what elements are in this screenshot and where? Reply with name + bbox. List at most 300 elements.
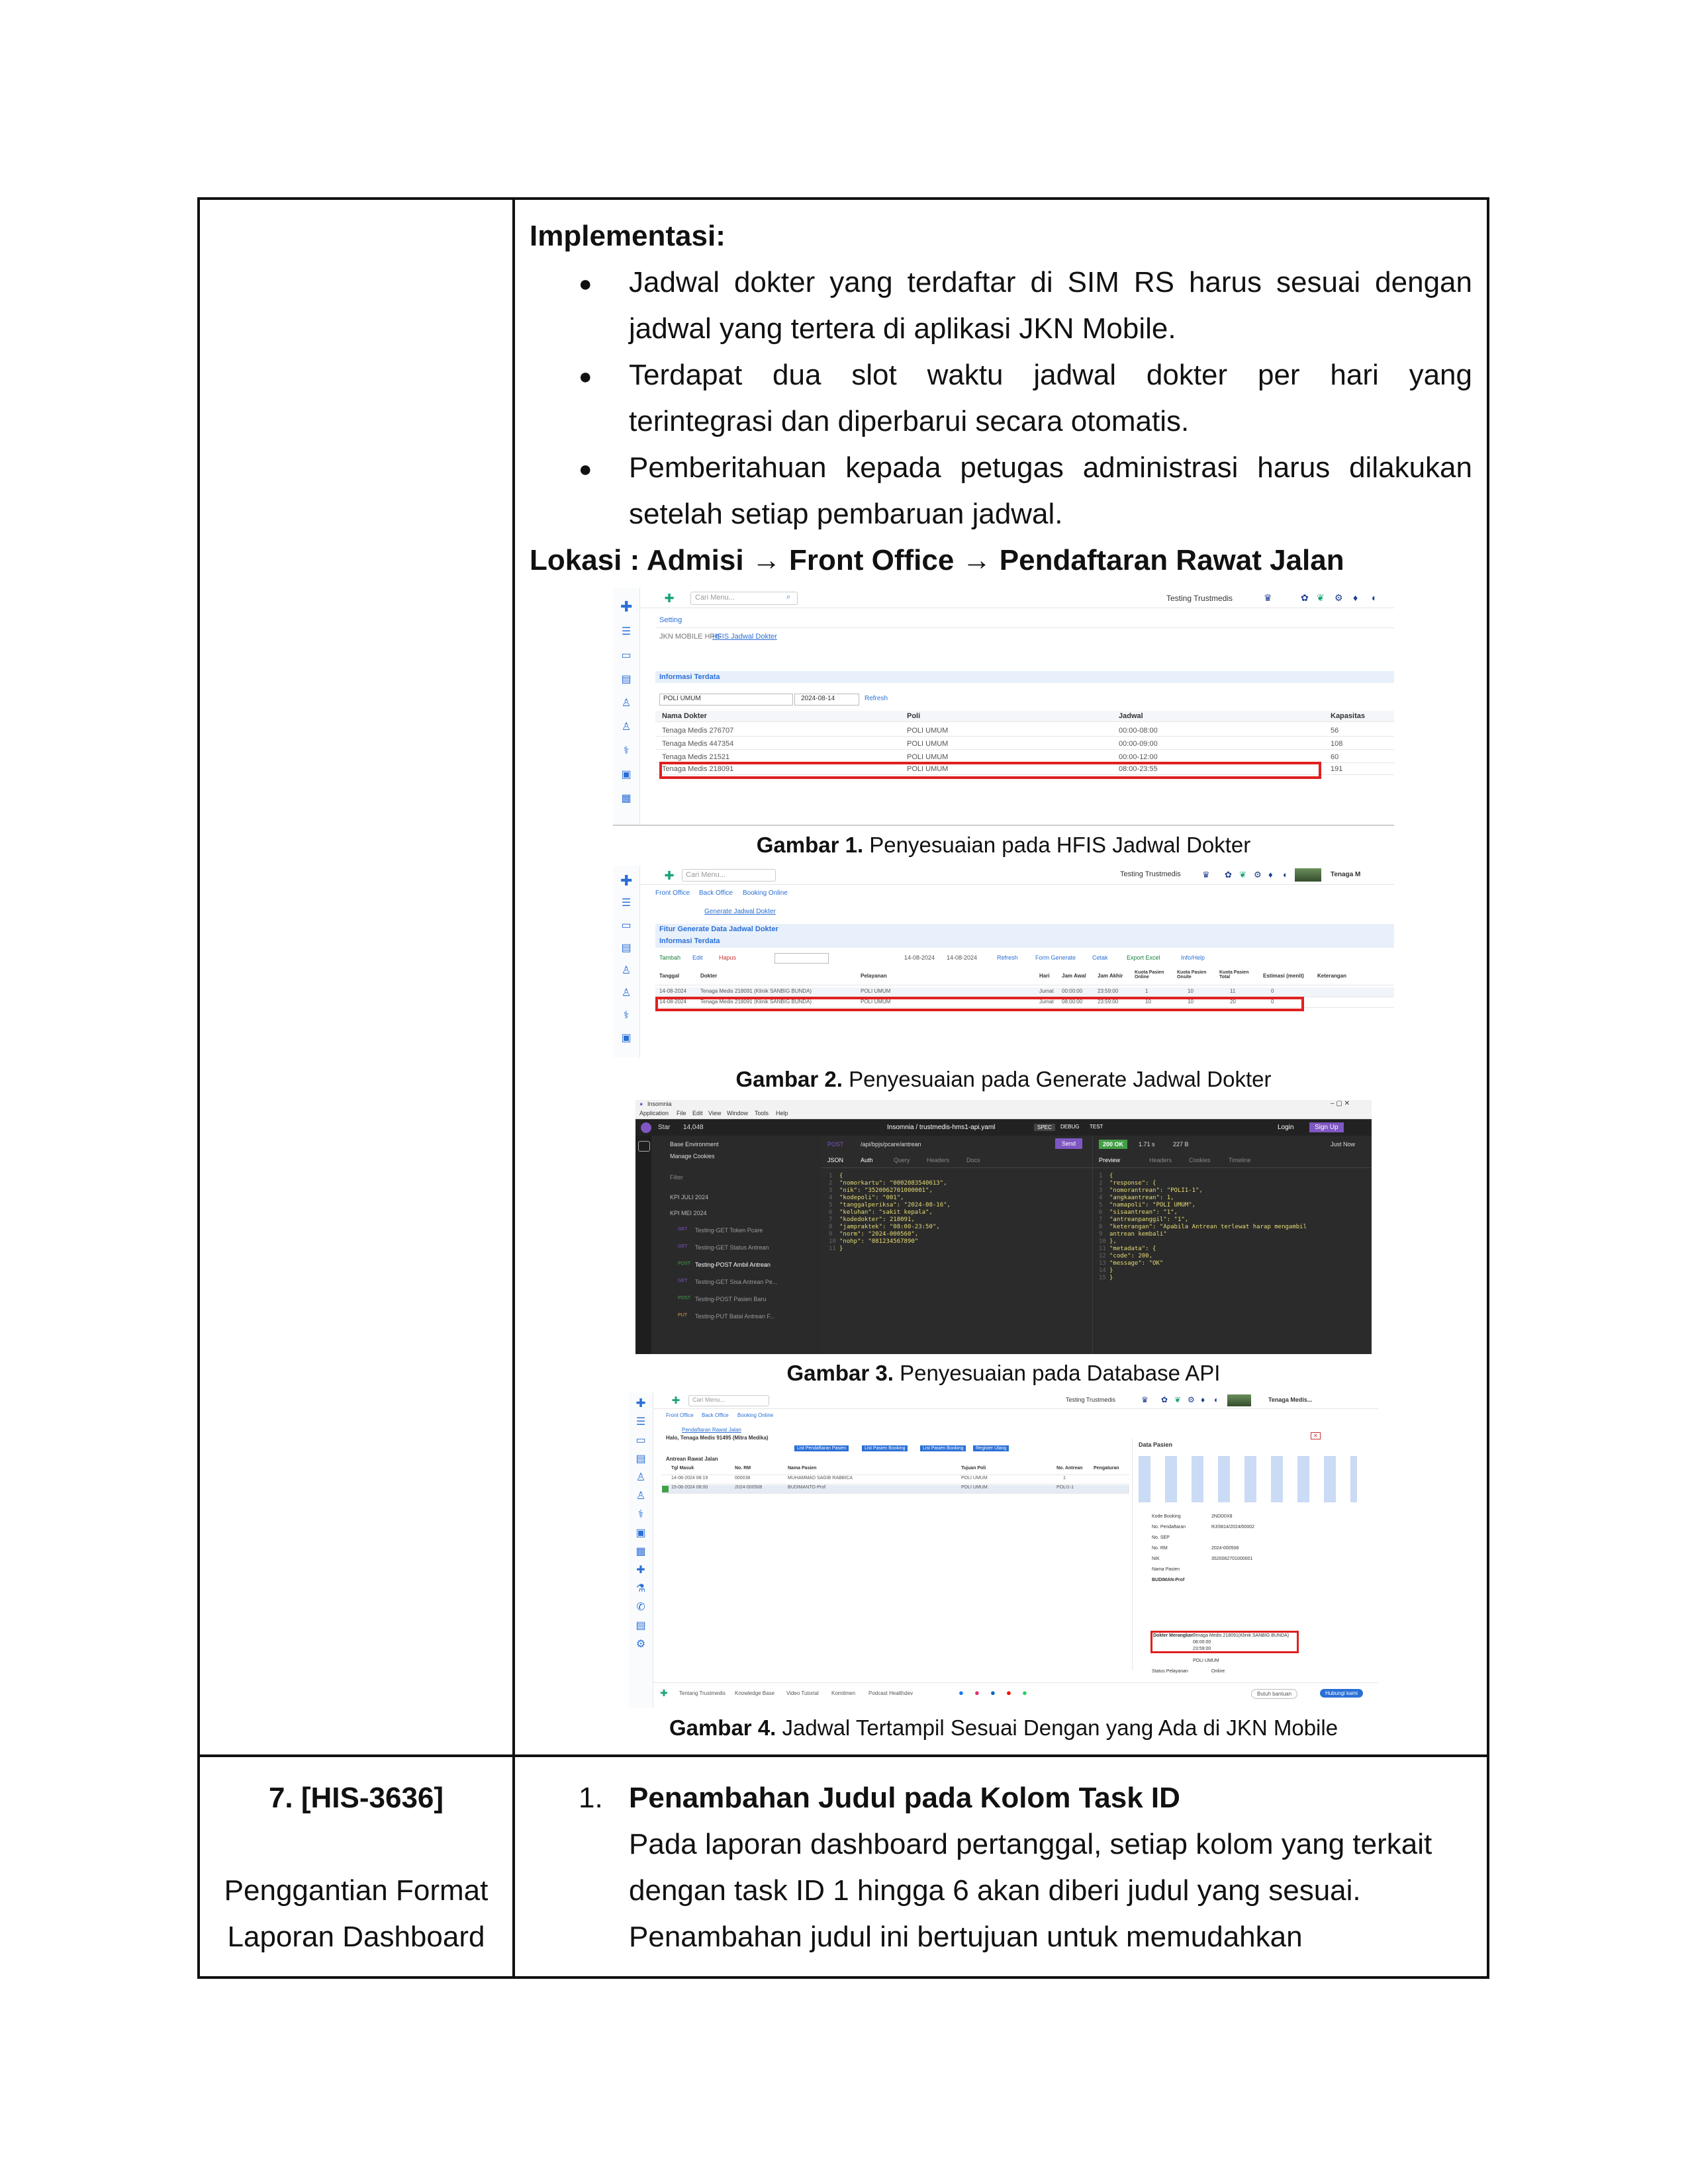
- table-row[interactable]: [655, 987, 1394, 997]
- cell: 14-08-2024: [659, 988, 686, 994]
- tab-test[interactable]: TEST: [1090, 1124, 1103, 1130]
- contact-button[interactable]: Hubungi kami: [1320, 1689, 1363, 1698]
- menu-icon[interactable]: ☰: [635, 1416, 646, 1428]
- search-placeholder: Cari Menu...: [686, 871, 726, 879]
- cell: 191: [1331, 765, 1343, 773]
- cell: BUDIMANTO-Prof: [788, 1485, 826, 1490]
- help-icon[interactable]: ◐: [1372, 592, 1378, 603]
- list-registration-button[interactable]: List Pendaftaran Pasien: [794, 1445, 849, 1451]
- filter-input[interactable]: Filter: [670, 1174, 683, 1181]
- gear-icon[interactable]: ⚙: [1188, 1395, 1195, 1404]
- bell-icon[interactable]: ♦: [1353, 592, 1358, 603]
- field-value: 2024-000508: [1211, 1546, 1239, 1551]
- menu-item[interactable]: Window: [727, 1110, 749, 1116]
- cell: 0: [1271, 988, 1274, 994]
- highlight-box: [659, 762, 1321, 779]
- print-button[interactable]: Cetak: [1092, 954, 1108, 961]
- crown-icon[interactable]: ♛: [1264, 592, 1272, 603]
- breadcrumb-setting[interactable]: Setting: [659, 616, 682, 624]
- cell: Jumat: [1039, 999, 1054, 1005]
- cell: 00:00-12:00: [1119, 753, 1158, 761]
- doctor-value: Tenaga Medis 218091(Klinik SANBIG BUNDA): [1193, 1633, 1289, 1638]
- line-number: 15: [1099, 1275, 1106, 1281]
- crown-icon[interactable]: ♛: [1202, 870, 1210, 880]
- method-badge: GET: [678, 1279, 688, 1283]
- cell: 60: [1331, 753, 1339, 761]
- cell: 000038: [735, 1476, 751, 1480]
- url-input[interactable]: /api/bpjs/pcare/antrean: [861, 1141, 921, 1148]
- cell: POLI UMUM: [907, 727, 949, 735]
- method-badge: POST: [678, 1261, 691, 1266]
- search-icon[interactable]: ⌕: [786, 593, 791, 601]
- code-line: antrean kembali": [1109, 1231, 1167, 1238]
- menu-booking-online[interactable]: Booking Online: [743, 889, 788, 897]
- column-header: Nama Dokter: [662, 712, 707, 720]
- re-register-button[interactable]: Register Ulang: [973, 1445, 1009, 1451]
- money-icon[interactable]: ▣: [621, 769, 632, 780]
- response-pane: [1092, 1136, 1372, 1354]
- ticket-id: 7. [HIS-3636]: [268, 1782, 444, 1814]
- caption-label: Gambar 4.: [669, 1715, 776, 1740]
- line-number: 4: [829, 1195, 833, 1201]
- status-badge: 200 OK: [1099, 1140, 1127, 1149]
- gear-icon[interactable]: ⚙: [1254, 870, 1262, 880]
- monitor-icon[interactable]: ▭: [621, 920, 632, 931]
- line-number: 4: [1099, 1195, 1103, 1201]
- section-title: Informasi Terdata: [659, 673, 720, 681]
- menu-booking-online[interactable]: Booking Online: [737, 1412, 774, 1418]
- field-label: NIK: [1152, 1557, 1160, 1561]
- user-name: Tenaga M: [1331, 871, 1361, 878]
- monitor-icon[interactable]: ▭: [635, 1435, 646, 1446]
- footer-link[interactable]: Podcast Healthdev: [868, 1690, 914, 1696]
- section-subtitle: Informasi Terdata: [659, 937, 720, 945]
- cell: POLI1-1: [1056, 1485, 1074, 1490]
- screenshot-generate-jadwal: [613, 866, 1394, 1058]
- request-pane: [821, 1136, 1092, 1354]
- column-header: Kuota Pasien Onsite: [1177, 970, 1207, 979]
- table-row[interactable]: [655, 739, 1394, 750]
- stethoscope-icon[interactable]: ⚕: [637, 1509, 644, 1520]
- column-header: Nama Pasien: [788, 1466, 817, 1471]
- code-line: "namapoli": "POLI UMUM",: [1109, 1202, 1196, 1208]
- queue-table: [662, 1465, 1129, 1664]
- users-icon[interactable]: ♙: [621, 987, 632, 999]
- tab-spec[interactable]: SPEC: [1034, 1124, 1055, 1131]
- menu-icon[interactable]: ☰: [621, 626, 632, 637]
- field-label: Nama Pasien: [1152, 1567, 1180, 1572]
- line-number: 6: [829, 1209, 833, 1216]
- brand-cross-icon: ✚: [660, 1688, 668, 1698]
- booking-list-button[interactable]: List Pasien Booking: [862, 1445, 908, 1451]
- status-label: Status Pelayanan: [1152, 1669, 1188, 1674]
- column-header: Tanggal: [659, 973, 680, 979]
- divider: [1092, 1167, 1372, 1168]
- document-icon[interactable]: ▤: [635, 1620, 646, 1631]
- figure-caption-4: [613, 1715, 1394, 1741]
- menu-item[interactable]: Help: [776, 1110, 788, 1116]
- card-icon[interactable]: ▤: [621, 674, 632, 685]
- method-badge: GET: [678, 1244, 688, 1249]
- caption-label: Gambar 3.: [786, 1361, 894, 1385]
- status-indicator: [662, 1486, 669, 1492]
- menu-item[interactable]: Tools: [755, 1110, 769, 1116]
- filter-select[interactable]: [774, 953, 829, 964]
- add-button[interactable]: Tambah: [659, 954, 681, 961]
- signup-button[interactable]: Sign Up: [1309, 1122, 1344, 1132]
- bell-icon[interactable]: ♦: [1201, 1395, 1205, 1404]
- divider: [655, 627, 1394, 628]
- code-line: {: [839, 1173, 843, 1179]
- line-number: 3: [829, 1187, 833, 1194]
- list-title: Antrean Rawat Jalan: [666, 1456, 718, 1462]
- column-divider: [512, 200, 515, 1976]
- monitor-icon[interactable]: ▭: [621, 650, 632, 661]
- highlight-box: [655, 997, 1304, 1011]
- leaf-icon[interactable]: ❦: [1174, 1395, 1182, 1404]
- cross-icon[interactable]: ✚: [636, 1565, 645, 1576]
- column-header: No. Antrean: [1056, 1466, 1083, 1471]
- field-value: 3520062701000001: [1211, 1557, 1253, 1561]
- section-title: Fitur Generate Data Jadwal Dokter: [659, 925, 778, 933]
- breadcrumb-active[interactable]: HFIS Jadwal Dokter: [712, 633, 777, 641]
- menu-back-office[interactable]: Back Office: [699, 889, 733, 897]
- column-header: Dokter: [700, 973, 718, 979]
- bullet-marker: ●: [579, 271, 592, 296]
- start-time: 08:00:00: [1193, 1640, 1211, 1645]
- manage-cookies-button[interactable]: Manage Cookies: [670, 1153, 715, 1160]
- gear-icon[interactable]: ⚙: [1335, 592, 1343, 603]
- caption-text: Penyesuaian pada HFIS Jadwal Dokter: [863, 833, 1251, 857]
- cell: MUHAMMAD SAGIB RABBICA: [788, 1476, 853, 1480]
- bullet-1-line-2: jadwal yang tertera di aplikasi JKN Mobile.: [629, 312, 1176, 345]
- line-number: 7: [1099, 1216, 1103, 1223]
- location-path: Lokasi : Admisi → Front Office → Pendaftaran Rawat Jalan: [530, 544, 1344, 576]
- cell: Tenaga Medis 218091 (Klinik SANBIG BUNDA): [700, 988, 812, 994]
- facebook-icon[interactable]: ●: [959, 1688, 964, 1698]
- instagram-icon[interactable]: ●: [974, 1688, 980, 1698]
- user-icon[interactable]: ♙: [621, 965, 632, 976]
- screenshot-pendaftaran-rawat-jalan: [629, 1392, 1378, 1707]
- activity-bar: [635, 1136, 651, 1354]
- code-line: "angkaantrean": 1,: [1109, 1195, 1174, 1201]
- folder-item[interactable]: KPI MEI 2024: [670, 1210, 707, 1216]
- lab-icon[interactable]: ⚗: [635, 1583, 646, 1594]
- column-header: Poli: [907, 712, 921, 720]
- action-buttons[interactable]: [1139, 1456, 1357, 1502]
- avatar[interactable]: [1295, 868, 1321, 882]
- code-line: "tanggalperiksa": "2024-08-16",: [839, 1202, 951, 1208]
- footer-link[interactable]: Knowledge Base: [735, 1690, 775, 1696]
- line-number: 12: [1099, 1253, 1106, 1259]
- line-number: 8: [1099, 1224, 1103, 1230]
- code-line: "antreanpanggil": "1",: [1109, 1216, 1189, 1223]
- cell: POLI UMUM: [861, 988, 891, 994]
- brand-cross-icon: ✚: [664, 592, 675, 605]
- code-line: }: [1109, 1275, 1113, 1281]
- code-line: "keterangan": "Apabila Antrean terlewat harap mengambil: [1109, 1224, 1307, 1230]
- bullet-marker: ●: [579, 364, 592, 389]
- tab-docs[interactable]: Docs: [966, 1157, 980, 1163]
- users-icon[interactable]: ♙: [621, 721, 632, 733]
- phone-icon[interactable]: ✆: [636, 1602, 645, 1613]
- cell: 14-08-2024: [659, 999, 686, 1005]
- cell: 08:00:00: [1062, 999, 1083, 1005]
- avatar[interactable]: [1227, 1394, 1251, 1406]
- code-line: "code": 200,: [1109, 1253, 1153, 1259]
- line-number: 5: [1099, 1202, 1103, 1208]
- tab-debug[interactable]: DEBUG: [1060, 1124, 1080, 1130]
- screenshot-hfis-jadwal-dokter: [613, 588, 1394, 826]
- menu-item[interactable]: Edit: [692, 1110, 703, 1116]
- cell: Tenaga Medis 276707: [662, 727, 734, 735]
- cell: Tenaga Medis 218091: [662, 765, 734, 773]
- line-number: 3: [1099, 1187, 1103, 1194]
- sidebar: [613, 866, 640, 1058]
- cell: 10: [1145, 999, 1151, 1005]
- star-count: 14,048: [683, 1124, 704, 1131]
- table-header: [655, 711, 1394, 722]
- form-generate-button[interactable]: Form Generate: [1035, 954, 1076, 961]
- line-number: 2: [829, 1180, 833, 1187]
- code-line: "sisaantrean": "1",: [1109, 1209, 1178, 1216]
- user-icon[interactable]: ♙: [635, 1472, 646, 1483]
- tab-query[interactable]: Query: [894, 1157, 910, 1163]
- poli-select-value: POLI UMUM: [663, 695, 701, 702]
- cell: Jumat: [1039, 988, 1054, 994]
- card-icon[interactable]: ▤: [635, 1453, 646, 1465]
- code-line: "message": "OK": [1109, 1260, 1164, 1267]
- refresh-button[interactable]: Refresh: [997, 954, 1018, 961]
- help-button[interactable]: Butuh bantuan: [1251, 1689, 1297, 1699]
- field-label: No. Pendaftaran: [1152, 1525, 1186, 1529]
- gift-icon[interactable]: ✿: [1301, 592, 1309, 603]
- send-button[interactable]: Send: [1055, 1138, 1082, 1149]
- schedule-table: [655, 711, 1394, 797]
- line-number: 2: [1099, 1180, 1103, 1187]
- menu-item[interactable]: Application: [639, 1110, 669, 1116]
- delete-button[interactable]: Hapus: [719, 954, 737, 961]
- cell: Tenaga Medis 21521: [662, 753, 730, 761]
- tab-preview[interactable]: Preview: [1099, 1157, 1121, 1163]
- cell: 23:59:00: [1098, 999, 1119, 1005]
- help-icon[interactable]: ◐: [1283, 870, 1288, 880]
- crown-icon[interactable]: ♛: [1141, 1395, 1149, 1404]
- panel-title: Data Pasien: [1139, 1441, 1173, 1448]
- search-placeholder: Cari Menu...: [695, 594, 735, 602]
- window-controls[interactable]: – ▢ ✕: [1331, 1100, 1350, 1107]
- greeting: Halo, Tenaga Medis 91495 (Mitra Medika): [666, 1435, 769, 1441]
- method-select[interactable]: POST: [827, 1141, 844, 1148]
- info-help-button[interactable]: Info/Help: [1181, 954, 1205, 961]
- brand-label: Testing Trustmedis: [1120, 870, 1181, 878]
- cell: POLI UMUM: [961, 1485, 988, 1490]
- bullet-1-line-1: Jadwal dokter yang terdaftar di SIM RS harus sesuai dengan: [629, 266, 1472, 298]
- line-number: 13: [1099, 1260, 1106, 1267]
- leaf-icon[interactable]: ❦: [1317, 592, 1325, 603]
- bell-icon[interactable]: ♦: [1268, 870, 1273, 880]
- date-value: 2024-08-14: [801, 695, 835, 702]
- tab-json[interactable]: JSON: [827, 1157, 844, 1163]
- breadcrumb-active[interactable]: Generate Jadwal Dokter: [704, 908, 776, 915]
- money-icon[interactable]: ▣: [635, 1527, 646, 1539]
- list-number: 1.: [579, 1782, 603, 1814]
- end-time: 23:59:00: [1193, 1647, 1211, 1651]
- money-icon[interactable]: ▣: [621, 1032, 632, 1044]
- card-icon[interactable]: ▤: [621, 942, 632, 954]
- menu-item[interactable]: View: [708, 1110, 722, 1116]
- divider: [821, 1167, 1092, 1168]
- login-button[interactable]: Login: [1278, 1124, 1294, 1131]
- column-header: Hari: [1039, 973, 1050, 979]
- cell: Tenaga Medis 447354: [662, 740, 734, 748]
- brand-cross-icon: ✚: [664, 869, 675, 882]
- linkedin-icon[interactable]: ●: [990, 1688, 996, 1698]
- bullet-2-line-1: Terdapat dua slot waktu jadwal dokter per hari yang: [629, 359, 1472, 391]
- bullet-marker: ●: [579, 457, 592, 482]
- cell: 56: [1331, 727, 1339, 735]
- booking-list-button-2[interactable]: List Pasien Booking: [920, 1445, 966, 1451]
- figure-caption-2: [613, 1067, 1394, 1092]
- github-star-button[interactable]: Star: [658, 1124, 671, 1131]
- stethoscope-icon[interactable]: ⚕: [623, 1010, 630, 1021]
- gift-icon[interactable]: ✿: [1225, 870, 1232, 880]
- code-line: {: [1109, 1173, 1113, 1179]
- cell: 1: [1063, 1476, 1066, 1480]
- column-header: Estimasi (menit): [1263, 973, 1304, 979]
- tab-headers[interactable]: Headers: [927, 1157, 950, 1163]
- cell: POLI UMUM: [907, 740, 949, 748]
- request-item[interactable]: Testing-PUT Batal Antrean F...: [695, 1313, 775, 1320]
- footer-link[interactable]: Video Tutorial: [786, 1690, 819, 1696]
- row-divider: [200, 1754, 1487, 1757]
- line-number: 9: [1099, 1231, 1103, 1238]
- tab-cookies[interactable]: Cookies: [1189, 1157, 1211, 1163]
- collection-icon[interactable]: [638, 1141, 650, 1152]
- tab-auth[interactable]: Auth: [861, 1157, 873, 1163]
- folder-item[interactable]: KPI JULI 2024: [670, 1194, 709, 1201]
- caption-text: Penyesuaian pada Database API: [893, 1361, 1221, 1385]
- cell: 23:59:00: [1098, 988, 1119, 994]
- footer-link[interactable]: Tentang Trustmedis: [679, 1690, 726, 1696]
- leaf-icon[interactable]: ❦: [1239, 870, 1246, 880]
- table-row-selected[interactable]: [662, 1485, 1129, 1494]
- settings-icon[interactable]: ⚙: [635, 1639, 646, 1650]
- request-item[interactable]: Testing-GET Token Pcare: [695, 1227, 763, 1234]
- caption-text: Jadwal Tertampil Sesuai Dengan yang Ada di JKN Mobile: [776, 1715, 1338, 1740]
- history-select[interactable]: Just Now: [1331, 1141, 1356, 1148]
- request-item[interactable]: Testing-GET Sisa Antrean Pe...: [695, 1279, 778, 1285]
- menu-front-office[interactable]: Front Office: [655, 889, 690, 897]
- cell: POLI UMUM: [961, 1476, 988, 1480]
- column-header: Kapasitas: [1331, 712, 1365, 720]
- figure-caption-3: [613, 1361, 1394, 1386]
- menu-item[interactable]: File: [677, 1110, 686, 1116]
- breadcrumb-path: JKN MOBILE HFIS: [659, 633, 722, 641]
- request-item-active[interactable]: Testing-POST Ambil Antrean: [695, 1261, 771, 1268]
- highlight-box: [1150, 1631, 1299, 1653]
- line-number: 10: [829, 1238, 836, 1245]
- request-item[interactable]: Testing-GET Status Antrean: [695, 1244, 769, 1251]
- code-line: "norm": "2024-000560",: [839, 1231, 919, 1238]
- user-name: Tenaga Medis...: [1268, 1396, 1313, 1403]
- whatsapp-icon[interactable]: ●: [1022, 1688, 1027, 1698]
- tab-timeline[interactable]: Timeline: [1229, 1157, 1251, 1163]
- stethoscope-icon[interactable]: ⚕: [623, 745, 630, 756]
- column-header: Pengaturan: [1094, 1466, 1119, 1471]
- method-badge: PUT: [678, 1313, 687, 1318]
- refresh-button[interactable]: Refresh: [865, 695, 888, 702]
- cell: 14-08-2024 08:19: [671, 1476, 708, 1480]
- help-icon[interactable]: ◐: [1214, 1395, 1219, 1404]
- code-line: "nik": "3520062701000001",: [839, 1187, 933, 1194]
- report-icon[interactable]: ▦: [635, 1546, 646, 1557]
- footer-link[interactable]: Komitmen: [831, 1690, 856, 1696]
- bullet-3-line-2: setelah setiap pembaruan jadwal.: [629, 498, 1063, 530]
- poli-value: POLI UMUM: [1193, 1659, 1219, 1663]
- line-number: 14: [1099, 1267, 1106, 1274]
- column-header: Jadwal: [1119, 712, 1143, 720]
- environment-select[interactable]: Base Environment: [670, 1141, 719, 1148]
- cell: Tenaga Medis 218091 (Klinik SANBIG BUNDA): [700, 999, 812, 1005]
- table-row[interactable]: [655, 725, 1394, 737]
- menu-icon[interactable]: ☰: [621, 897, 632, 909]
- caption-label: Gambar 1.: [756, 833, 864, 857]
- project-breadcrumb[interactable]: Insomnia / trustmedis-hms1-api.yaml: [887, 1124, 996, 1131]
- item-line-1: Pada laporan dashboard pertanggal, setiap kolom yang terkait: [629, 1828, 1432, 1860]
- code-line: "nomorkartu": "0002083540613",: [839, 1180, 947, 1187]
- cell: 15-08-2024 08:00: [671, 1485, 708, 1490]
- cell: 2024-000508: [735, 1485, 763, 1490]
- cell: 08:00-23:55: [1119, 765, 1158, 773]
- edit-button[interactable]: Edit: [692, 954, 703, 961]
- close-tab-icon[interactable]: ✕: [1311, 1432, 1321, 1439]
- code-line: "keluhan": "sakit kepala",: [839, 1209, 933, 1216]
- column-header: No. RM: [735, 1466, 751, 1471]
- menu-front-office[interactable]: Front Office: [666, 1412, 694, 1418]
- youtube-icon[interactable]: ●: [1006, 1688, 1011, 1698]
- request-item[interactable]: Testing-POST Pasien Baru: [695, 1296, 767, 1302]
- menu-back-office[interactable]: Back Office: [702, 1412, 729, 1418]
- code-line: }: [839, 1246, 843, 1252]
- user-icon[interactable]: ♙: [621, 698, 632, 709]
- report-icon[interactable]: ▦: [621, 793, 632, 804]
- app-icon: ●: [639, 1101, 643, 1107]
- bullet-2-line-2: terintegrasi dan diperbarui secara otomatis.: [629, 405, 1190, 437]
- breadcrumb-active[interactable]: Pendaftaran Rawat Jalan: [682, 1427, 741, 1433]
- column-header: Kuota Pasien Total: [1219, 970, 1249, 979]
- field-label: No. RM: [1152, 1546, 1168, 1551]
- column-header: Pelayanan: [861, 973, 887, 979]
- line-number: 6: [1099, 1209, 1103, 1216]
- table-header: [662, 1465, 1129, 1475]
- column-header: Tgl Masuk: [671, 1466, 694, 1471]
- tab-response-headers[interactable]: Headers: [1149, 1157, 1172, 1163]
- date-to: 14-08-2024: [947, 954, 978, 961]
- export-excel-button[interactable]: Export Excel: [1127, 954, 1160, 961]
- cell: 108: [1331, 740, 1343, 748]
- field-value: 2NDD0X8: [1211, 1514, 1233, 1519]
- cell: 1: [1145, 988, 1149, 994]
- code-line: "jampraktek": "08:00-23:50",: [839, 1224, 940, 1230]
- gift-icon[interactable]: ✿: [1161, 1395, 1168, 1404]
- table-row[interactable]: [662, 1476, 1129, 1484]
- bullet-3-line-1: Pemberitahuan kepada petugas administrasi harus dilakukan: [629, 451, 1472, 484]
- users-icon[interactable]: ♙: [635, 1490, 646, 1502]
- plus-logo-icon: ✚: [620, 872, 633, 889]
- screenshot-insomnia: [635, 1100, 1372, 1354]
- field-label: Kode Booking: [1152, 1514, 1181, 1519]
